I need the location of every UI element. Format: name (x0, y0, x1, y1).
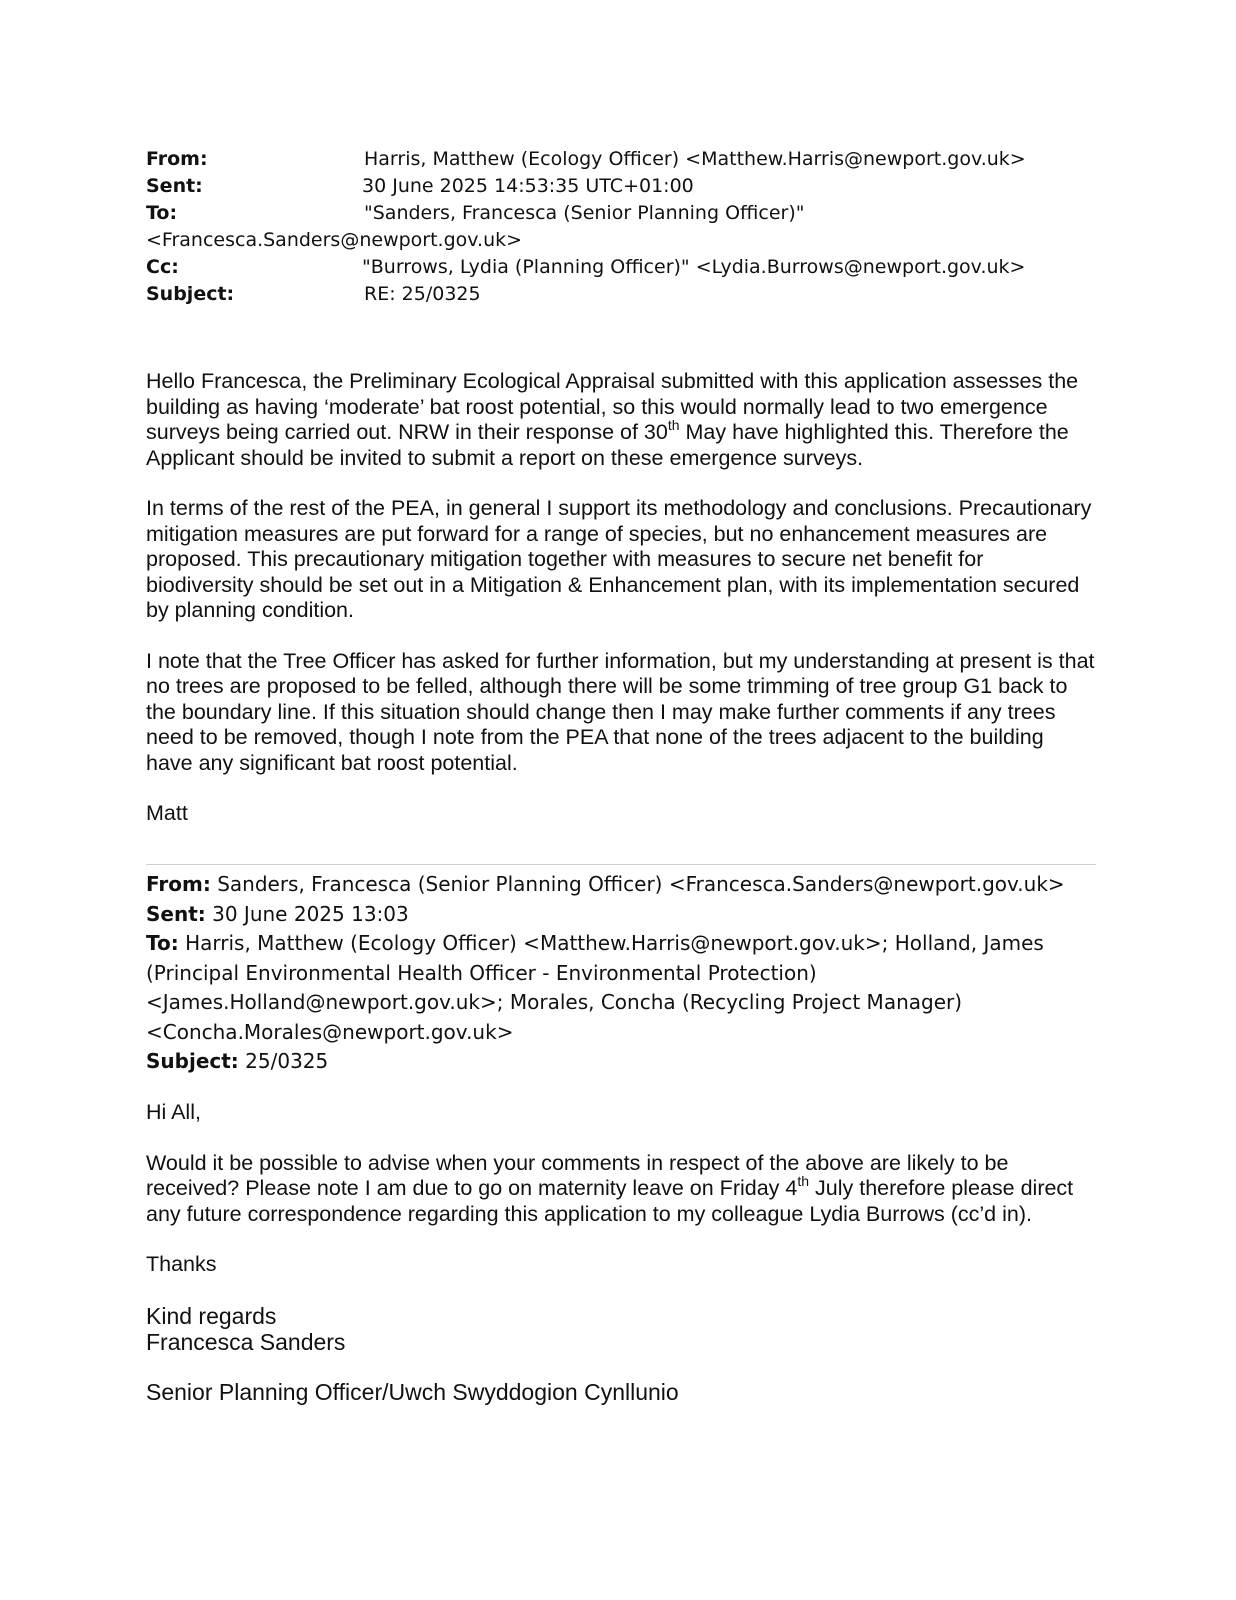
subject-value: RE: 25/0325 (364, 283, 481, 305)
ordinal-suffix: th (667, 417, 680, 433)
quoted-email-header (146, 870, 1096, 1077)
quoted-regards: Kind regards (146, 1302, 277, 1329)
to-label: To: (146, 202, 178, 224)
quoted-to-row (146, 929, 1096, 959)
sent-row (146, 173, 1086, 200)
email-header (146, 146, 1086, 308)
subject-label: Subject: (146, 283, 235, 305)
body-paragraph-1 (146, 369, 1096, 471)
quoted-from-row (146, 870, 1096, 900)
from-label: From: (146, 148, 208, 170)
quoted-to-value-3: <James.Holland@newport.gov.uk>; Morales, Concha (Recycling Project Manager) (146, 990, 963, 1014)
email-body (146, 369, 1096, 852)
quoted-greeting: Hi All, (146, 1100, 201, 1124)
quoted-sent-value: 30 June 2025 13:03 (212, 901, 409, 926)
body-paragraph-2: In terms of the rest of the PEA, in general I support its methodology and conclusions. Precautionary mitigation measures are put forward for a range of species, but no enhancement measures are proposed. This precautionary mitigation together with measures to secure net benefit for biodiversity should be set out in a Mitigation & Enhancement plan, with its implementation secured by planning condition. (146, 496, 1092, 622)
quoted-subject-value: 25/0325 (245, 1049, 329, 1073)
quoted-sender-title: Senior Planning Officer/Uwch Swyddogion Cynllunio (146, 1378, 679, 1405)
sent-label: Sent: (146, 175, 203, 197)
quoted-subject-label: Subject: (146, 1049, 239, 1073)
quoted-to-value-1: Harris, Matthew (Ecology Officer) <Matthew.Harris@newport.gov.uk>; Holland, James (185, 931, 1044, 955)
quoted-from-value: Sanders, Francesca (Senior Planning Officer) <Francesca.Sanders@newport.gov.uk> (217, 872, 1065, 896)
cc-label: Cc: (146, 256, 179, 278)
quoted-to-value-4: <Concha.Morales@newport.gov.uk> (146, 1019, 514, 1044)
quoted-ordinal-suffix: th (797, 1173, 810, 1189)
quoted-from-label: From: (146, 872, 211, 896)
quoted-sender-name: Francesca Sanders (146, 1328, 346, 1355)
body-paragraph-1-text-b: May have highlighted this. Therefore the Applicant should be invited to submit a report on these emergence surveys. (146, 420, 1069, 470)
quoted-divider (146, 864, 1096, 865)
to-row (146, 200, 1086, 227)
body-paragraph-3: I note that the Tree Officer has asked for further information, but my understanding at present is that no trees are proposed to be felled, although there will be some trimming of tree group G1 back to the boundary line. If this situation should change then I may make further comments if any trees need to be removed, though I note from the PEA that none of the trees adjacent to the building have any significant bat roost potential. (146, 648, 1095, 775)
to-value: "Sanders, Francesca (Senior Planning Officer)" (364, 202, 805, 224)
quoted-to-value-2: (Principal Environmental Health Officer - Environmental Protection) (146, 960, 817, 985)
to-value-continued: <Francesca.Sanders@newport.gov.uk> (146, 229, 523, 251)
quoted-email-body (146, 1100, 1096, 1405)
sent-value: 30 June 2025 14:53:35 UTC+01:00 (362, 175, 694, 197)
quoted-sent-row (146, 900, 1096, 930)
signoff: Matt (146, 801, 188, 825)
subject-row (146, 281, 1086, 308)
quoted-subject-row (146, 1047, 1096, 1077)
quoted-thanks: Thanks (146, 1252, 217, 1276)
from-row (146, 146, 1086, 173)
from-value: Harris, Matthew (Ecology Officer) <Matthew.Harris@newport.gov.uk> (364, 148, 1026, 170)
body-paragraph-1-text-a: Hello Francesca, the Preliminary Ecological Appraisal submitted with this application assesses the building as having ‘moderate’ bat roost potential, so this would normally lead to two emergence surveys being carried out. NRW in their response of 30 (146, 369, 1079, 444)
cc-row (146, 254, 1086, 281)
quoted-paragraph-1 (146, 1151, 1096, 1228)
cc-value: "Burrows, Lydia (Planning Officer)" <Lydia.Burrows@newport.gov.uk> (362, 256, 1026, 278)
quoted-to-label: To: (146, 931, 179, 955)
quoted-sent-label: Sent: (146, 901, 206, 926)
quoted-paragraph-1-text-a: Would it be possible to advise when your comments in respect of the above are likely to be received? Please note I am due to go on maternity leave on Friday 4 (146, 1150, 1009, 1200)
quoted-paragraph-1-text-b: July therefore please direct any future correspondence regarding this application to my colleague Lydia Burrows (cc’d in). (146, 1176, 1074, 1226)
